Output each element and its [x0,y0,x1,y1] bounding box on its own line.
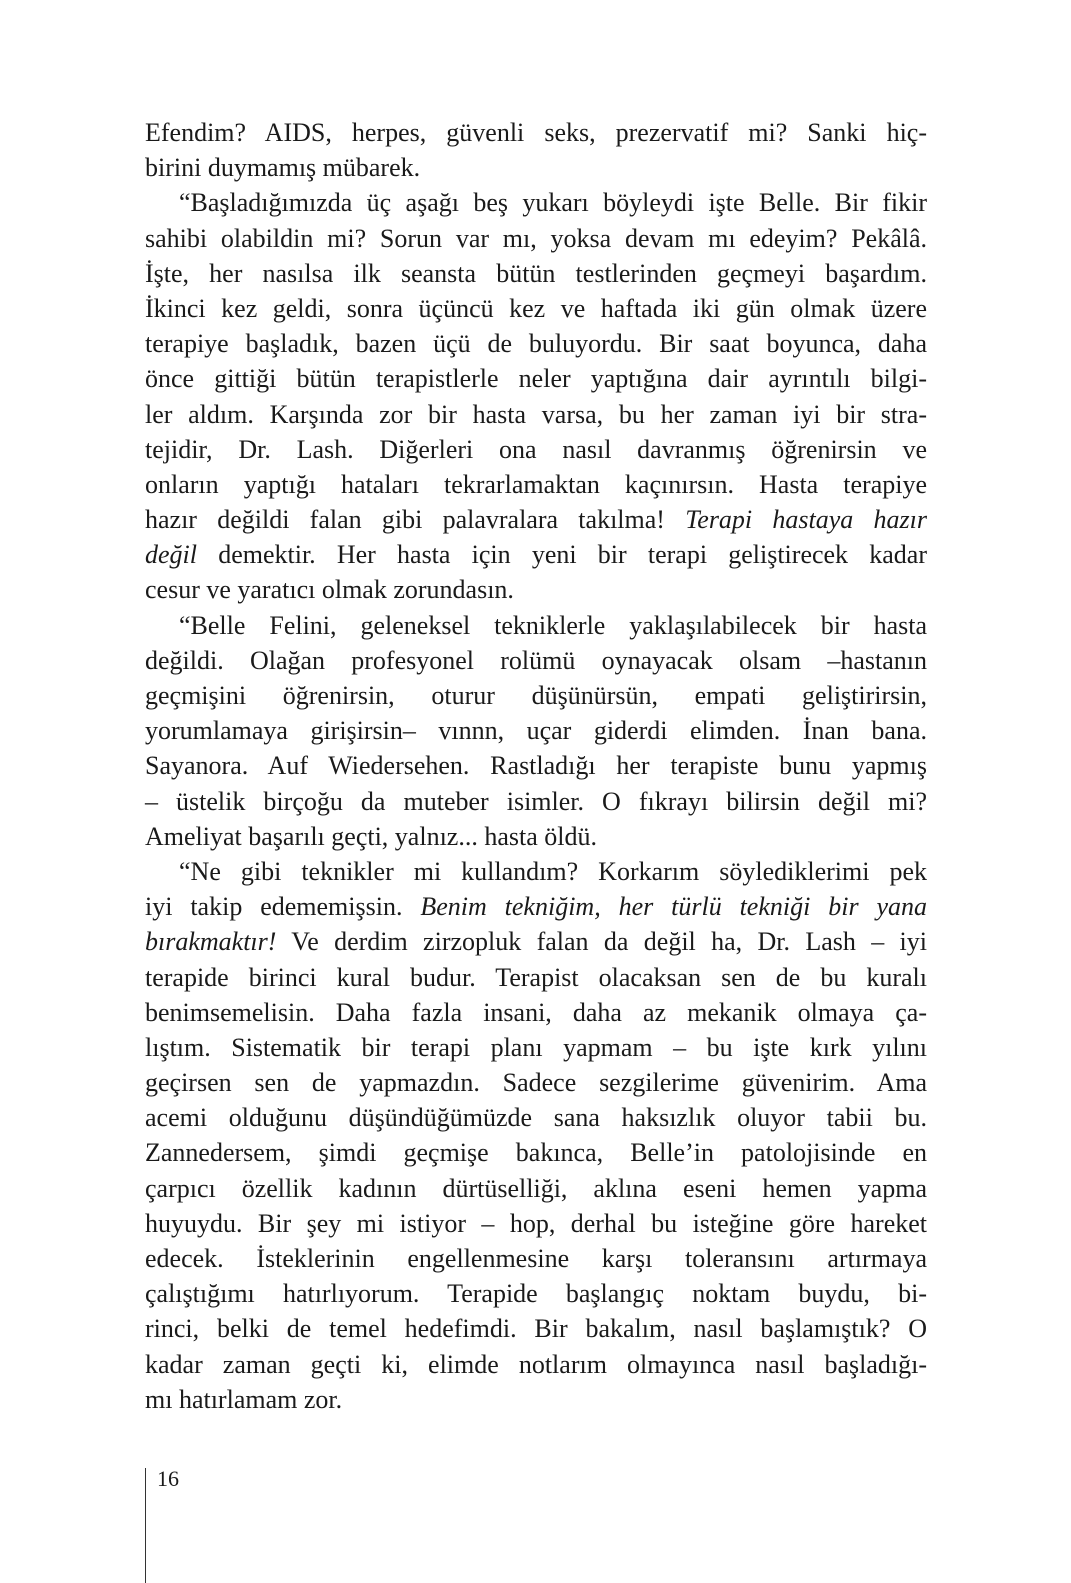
text-line [145,643,927,678]
text-segment: çarpıcı özellik kadının dürtüselliği, aklına eseni hemen yapma [145,1173,927,1203]
text-line [145,326,927,361]
italic-text: değil [145,540,197,570]
text-segment: kadar zaman geçti ki, elimde notlarım olmayınca nasıl başladığı- [145,1349,927,1379]
text-line [145,256,927,291]
text-line [145,713,927,748]
text-segment: hazır değildi falan gibi palavralara takılma! [145,505,686,535]
text-line [145,1382,927,1417]
text-segment: değildi. Olağan profesyonel rolümü oynayacak olsam –hastanın [145,645,927,675]
text-line [145,608,927,643]
text-line [145,1171,927,1206]
text-segment: cesur ve yaratıcı olmak zorundasın. [145,575,514,605]
text-segment: lıştım. Sistematik bir terapi planı yapmam – bu işte kırk yılını [145,1032,927,1062]
italic-text: Benim tekniğim, her türlü tekniği bir yana [420,892,927,922]
text-line [145,1347,927,1382]
text-segment: huyuydu. Bir şey mi istiyor – hop, derhal bu isteğine göre hareket [145,1208,927,1238]
text-segment: İşte, her nasılsa ilk seansta bütün testlerinden geçmeyi başardım. [145,258,927,288]
text-line [145,397,927,432]
text-segment: “Belle Felini, geleneksel tekniklerle yaklaşılabilecek bir hasta [179,610,927,640]
text-segment: ler aldım. Karşında zor bir hasta varsa, bu her zaman iyi bir stra- [145,399,927,429]
text-line [145,185,927,220]
text-line [145,432,927,467]
text-segment: benimsemelisin. Daha fazla insani, daha az mekanik olmaya ça- [145,997,927,1027]
text-segment: acemi olduğunu düşündüğümüzde sana haksızlık oluyor tabii bu. [145,1103,927,1133]
text-segment: terapide birinci kural budur. Terapist olacaksan sen de bu kuralı [145,962,927,992]
text-line [145,995,927,1030]
text-line [145,784,927,819]
text-line [145,1276,927,1311]
text-segment: “Başladığımızda üç aşağı beş yukarı böyleydi işte Belle. Bir fikir [179,188,927,218]
text-line [145,960,927,995]
text-line [145,1030,927,1065]
text-segment: geçirsen sen de yapmazdın. Sadece sezgilerime güvenirim. Ama [145,1068,927,1098]
text-line [145,924,927,959]
text-segment: birini duymamış mübarek. [145,153,421,183]
text-line [145,115,927,150]
footer-rule [145,1468,146,1583]
text-line [145,1065,927,1100]
text-line [145,572,927,607]
text-line [145,1100,927,1135]
text-segment: yorumlamaya girişirsin– vınnn, uçar giderdi elimden. İnan bana. [145,716,927,746]
text-line [145,221,927,256]
text-line [145,1135,927,1170]
text-line [145,854,927,889]
italic-text: bırakmaktır! [145,927,277,957]
text-segment: önce gittiği bütün terapistlerle neler yaptığına dair ayrıntılı bilgi- [145,364,927,394]
text-line [145,1241,927,1276]
text-line [145,678,927,713]
text-line [145,537,927,572]
text-segment: mı hatırlamam zor. [145,1384,343,1414]
text-line [145,889,927,924]
text-segment: “Ne gibi teknikler mi kullandım? Korkarım söylediklerimi pek [179,856,927,886]
text-segment: İkinci kez geldi, sonra üçüncü kez ve haftada iki gün olmak üzere [145,293,927,323]
text-line [145,361,927,396]
text-line [145,502,927,537]
text-segment: Zannedersem, şimdi geçmişe bakınca, Belle’in patolojisinde en [145,1138,927,1168]
text-segment: rinci, belki de temel hedefimdi. Bir bakalım, nasıl başlamıştık? O [145,1314,927,1344]
text-line [145,291,927,326]
text-segment: çalıştığımı hatırlıyorum. Terapide başlangıç noktam buydu, bi- [145,1279,927,1309]
text-line [145,1311,927,1346]
text-line [145,467,927,502]
text-segment: tejidir, Dr. Lash. Diğerleri ona nasıl davranmış öğrenirsin ve [145,434,927,464]
text-segment: Ameliyat başarılı geçti, yalnız... hasta öldü. [145,821,597,851]
text-segment: sahibi olabildin mi? Sorun var mı, yoksa devam mı edeyim? Pekâlâ. [145,223,927,253]
text-line [145,748,927,783]
italic-text: Terapi hastaya hazır [685,505,928,535]
text-segment: Sayanora. Auf Wiedersehen. Rastladığı her terapiste bunu yapmış [145,751,927,781]
text-line [145,819,927,854]
text-segment: terapiye başladık, bazen üçü de buluyordu. Bir saat boyunca, daha [145,329,927,359]
text-segment: – üstelik birçoğu da muteber isimler. O fıkrayı bilirsin değil mi? [145,786,927,816]
text-segment: iyi takip edememişsin. [145,892,421,922]
text-segment: onların yaptığı hataları tekrarlamaktan kaçınırsın. Hasta terapiye [145,469,927,499]
text-line [145,1206,927,1241]
text-line [145,150,927,185]
text-segment: Efendim? AIDS, herpes, güvenli seks, prezervatif mi? Sanki hiç- [145,118,927,147]
text-segment: Ve derdim zirzopluk falan da değil ha, Dr. Lash – iyi [276,927,927,957]
page-number: 16 [157,1466,179,1491]
text-segment: demektir. Her hasta için yeni bir terapi geliştirecek kadar [197,540,927,570]
text-segment: edecek. İsteklerinin engellenmesine karşı toleransını artırmaya [145,1244,927,1273]
page-body-text [145,115,927,1417]
text-segment: geçmişini öğrenirsin, oturur düşünürsün, empati geliştirirsin, [145,681,927,710]
